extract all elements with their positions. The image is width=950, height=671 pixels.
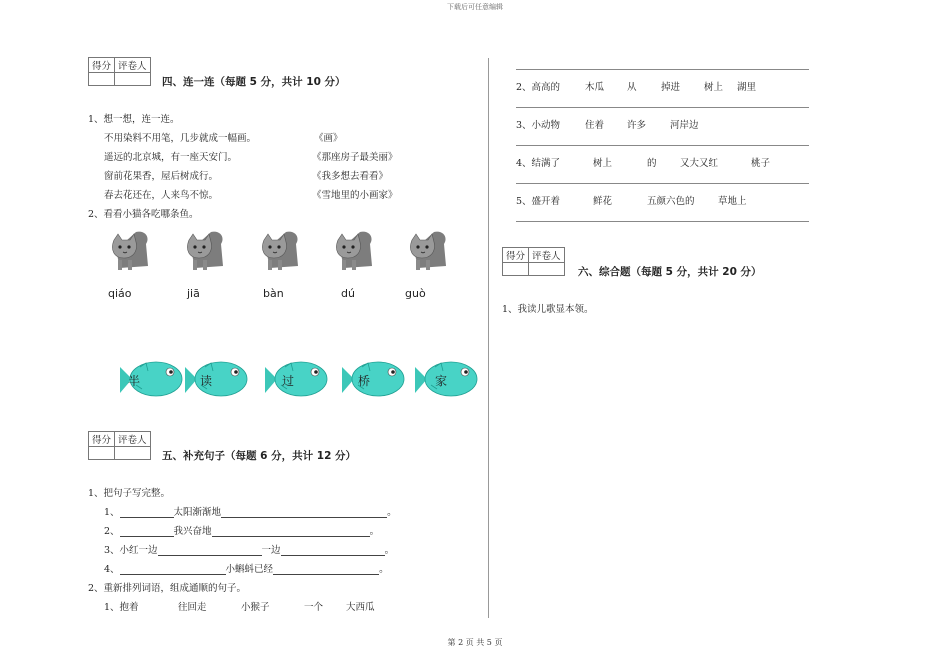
blank-field[interactable] <box>212 526 370 537</box>
page-footer: 第 2 页 共 5 页 <box>447 638 503 647</box>
sentence-3-mid: 一边 <box>261 545 281 556</box>
sentence-2 <box>104 523 379 537</box>
reorder-2-w2: 木瓜 <box>585 82 605 93</box>
sec5-q2: 2、重新排列词语，组成通顺的句子。 <box>88 583 247 594</box>
poem-title-1: 《画》 <box>314 133 343 144</box>
reorder-3-w2: 住着 <box>585 120 605 131</box>
section6-title: 六、综合题（每题 5 分，共计 20 分） <box>578 266 762 278</box>
blank-field[interactable] <box>158 545 262 556</box>
sentence-3-end: 。 <box>384 545 395 556</box>
poem-line-3: 窗前花果香，屋后树成行。 <box>104 171 219 182</box>
blank-field[interactable] <box>120 507 174 518</box>
poem-line-4: 春去花还在，人来鸟不惊。 <box>104 190 219 201</box>
reorder-2-w1: 2、高高的 <box>516 82 561 93</box>
reorder-4-w3: 的 <box>647 158 657 169</box>
blank-field[interactable] <box>221 507 387 518</box>
sentence-4-end: 。 <box>379 564 389 575</box>
poem-line-2: 遥远的北京城，有一座天安门。 <box>104 152 238 163</box>
cat-icon <box>181 226 227 274</box>
reorder-2-w6: 湖里 <box>737 82 757 93</box>
pinyin-3: bàn <box>263 287 284 300</box>
score-box-sec6 <box>502 247 565 276</box>
score-box-sec4 <box>88 57 151 86</box>
reorder-1-w1: 1、抱着 <box>104 602 139 613</box>
reorder-1-w5: 大西瓜 <box>346 602 375 613</box>
reorder-1-w4: 一个 <box>304 602 324 613</box>
blank-field[interactable] <box>120 526 174 537</box>
answer-line <box>516 69 809 70</box>
answer-line <box>516 107 809 108</box>
score-label: 得分 <box>503 248 529 263</box>
reorder-1-w3: 小猴子 <box>241 602 270 613</box>
reorder-5-w4: 草地上 <box>718 196 747 207</box>
grader-label: 评卷人 <box>115 58 151 73</box>
fish-icon <box>340 357 408 401</box>
sentence-3-num: 3、小红一边 <box>104 545 158 556</box>
reorder-1-w2: 往回走 <box>178 602 207 613</box>
sentence-2-num: 2、 <box>104 526 120 537</box>
reorder-5-w2: 鲜花 <box>593 196 613 207</box>
grader-label: 评卷人 <box>115 432 151 447</box>
poem-title-3: 《我多想去看看》 <box>312 171 389 182</box>
fish-icon <box>183 357 251 401</box>
section5-title: 五、补充句子（每题 6 分，共计 12 分） <box>162 450 357 462</box>
poem-title-4: 《雪地里的小画家》 <box>312 190 398 201</box>
answer-line <box>516 221 809 222</box>
reorder-2-w3: 从 <box>627 82 637 93</box>
pinyin-4: dú <box>341 287 355 300</box>
reorder-2-w5: 树上 <box>704 82 724 93</box>
blank-field[interactable] <box>120 564 226 575</box>
reorder-4-w5: 桃子 <box>751 158 771 169</box>
sentence-3 <box>104 542 394 556</box>
sentence-4 <box>104 561 389 575</box>
score-box-sec5 <box>88 431 151 460</box>
fish-char-2: 读 <box>200 374 213 388</box>
reorder-3-w1: 3、小动物 <box>516 120 561 131</box>
reorder-4-w4: 又大又红 <box>680 158 719 169</box>
answer-line <box>516 145 809 146</box>
sec6-q1: 1、我读儿歌显本领。 <box>502 304 594 315</box>
column-divider <box>488 58 489 618</box>
cat-icon <box>106 226 152 274</box>
score-label: 得分 <box>89 432 115 447</box>
sec4-q1: 1、想一想，连一连。 <box>88 114 180 125</box>
sentence-2-text: 我兴奋地 <box>173 526 212 537</box>
reorder-3-w3: 许多 <box>627 120 647 131</box>
pinyin-2: jiā <box>187 287 200 300</box>
grader-label: 评卷人 <box>529 248 565 263</box>
pinyin-5: guò <box>405 287 426 300</box>
sentence-1-end: 。 <box>387 507 397 518</box>
page-header: 下载后可任意编辑 <box>447 3 503 11</box>
fish-char-1: 半 <box>128 374 141 388</box>
sec5-q1: 1、把句子写完整。 <box>88 488 171 499</box>
fish-char-5: 家 <box>435 374 448 388</box>
blank-field[interactable] <box>273 564 379 575</box>
reorder-4-w1: 4、结满了 <box>516 158 561 169</box>
fish-char-3: 过 <box>282 374 295 388</box>
sentence-1-num: 1、 <box>104 507 120 518</box>
sec4-q2: 2、看看小猫各吃哪条鱼。 <box>88 209 199 220</box>
sentence-4-text: 小蝌蚪已经 <box>225 564 274 575</box>
sentence-4-num: 4、 <box>104 564 120 575</box>
reorder-3-w4: 河岸边 <box>670 120 699 131</box>
cat-icon <box>256 226 302 274</box>
score-label: 得分 <box>89 58 115 73</box>
sentence-1-text: 太阳渐渐地 <box>173 507 222 518</box>
fish-icon <box>263 357 331 401</box>
reorder-4-w2: 树上 <box>593 158 613 169</box>
fish-char-4: 桥 <box>358 374 371 388</box>
cat-icon <box>404 226 450 274</box>
cat-icon <box>330 226 376 274</box>
pinyin-1: qiáo <box>108 287 132 300</box>
sentence-2-end: 。 <box>369 526 380 537</box>
reorder-5-w3: 五颜六色的 <box>647 196 695 207</box>
blank-field[interactable] <box>281 545 385 556</box>
answer-line <box>516 183 809 184</box>
poem-title-2: 《那座房子最美丽》 <box>312 152 398 163</box>
reorder-5-w1: 5、盛开着 <box>516 196 561 207</box>
sentence-1 <box>104 504 397 518</box>
reorder-2-w4: 掉进 <box>661 82 681 93</box>
poem-line-1: 不用染料不用笔，几步就成一幅画。 <box>104 133 257 144</box>
section4-title: 四、连一连（每题 5 分，共计 10 分） <box>162 76 346 88</box>
